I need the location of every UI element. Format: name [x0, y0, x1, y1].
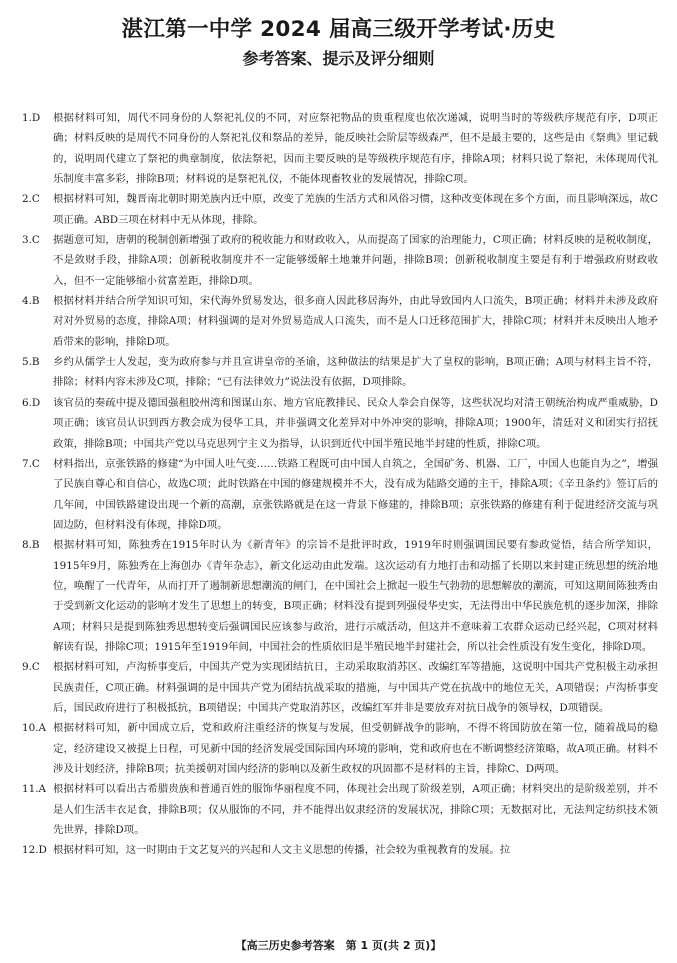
answer-explanation: 根据材料可知，陈独秀在1915年时认为《新青年》的宗旨不是批评时政，1919年时则强调国民要有参政觉悟，结合所学知识，1915年9月，陈独秀在上海创办《青年杂志》，新文化运动由此发端。这次运动有力地打击和动摇了长期以来封建正统思想的统治地位，唤醒了一代青年，从而打开了遏制新思想潮流的闸门，在中国社会上掀起一股生气勃勃的思想解放的潮流，可知这期间陈独秀由于受到新文化运动的影响才发生了思想上的转变，B项正确；材料没有提到列强侵华史实，无法得出中华民族危机的逐步加深，排除A项；材料只是提到陈独秀思想转变后强调国民应该参与政治，进行示威活动，但这并不意味着工农群众运动已经兴起，C项对材料解读有误，排除C项；1915年至1919年间，中国社会的性质依旧是半殖民地半封建社会，所以社会性质没有发生变化，排除D项。	[53, 539, 658, 653]
answer-number: 6.D	[22, 396, 41, 409]
answer-explanation: 根据材料可知，魏晋南北朝时期羌族内迁中原，改变了羌族的生活方式和风俗习惯，这种改变体现在多个方面，而且影响深远，故C项正确。ABD三项在材料中无从体现，排除。	[53, 193, 658, 226]
answer-number: 1.D	[22, 112, 41, 124]
answer-explanation: 根据材料并结合所学知识可知，宋代海外贸易发达，很多商人因此移居海外，由此导致国内人口流失，B项正确；材料并未涉及政府对对外贸易的态度，排除A项；材料强调的是对外贸易造成人口流失，而不是人口迁移范围扩大，排除C项；材料并未反映出人地矛盾带来的影响，排除D项。	[53, 295, 658, 348]
answer-explanation: 材料指出，京张铁路的修建“为中国人吐气变……铁路工程既可由中国人自筑之，全国矿务、机器、工厂，中国人也能自为之”，增强了民族自尊心和自信心，故选C项；此时铁路在中国的修建规模并不大，没有成为陆路交通的主干，排除A项；《辛丑条约》签订后的几年间，中国铁路建设出现一个新的高潮，京张铁路就是在这一背景下修建的，排除B项；京张铁路的修建有利于促进经济交流与巩固边防，但材料没有体现，排除D项。	[53, 457, 658, 531]
answer-item	[22, 454, 658, 535]
answer-explanation: 根据材料可知，新中国成立后，党和政府注重经济的恢复与发展，但受朝鲜战争的影响，不得不将国防放在第一位，随着战局的稳定，经济建设又被提上日程，可见新中国的经济发展受国际国内环境的影响，党和政府也在不断调整经济策略，故A项正确。材料不涉及计划经济，排除B项；抗美援朝对国内经济的影响以及新生政权的巩固都不是材料的主旨，排除C、D两项。	[53, 722, 658, 775]
page-title: 湛江第一中学 2024 届高三级开学考试·历史	[121, 17, 556, 42]
answer-item	[22, 108, 658, 189]
page-footer: 【高三历史参考答案 第 1 页(共 2 页)】	[235, 939, 442, 952]
answer-number: 7.C	[22, 457, 40, 470]
answer-item	[22, 189, 658, 230]
answer-item	[22, 718, 658, 779]
answer-number: 8.B	[22, 539, 40, 552]
answer-item	[22, 352, 658, 393]
answer-number: 11.A	[22, 783, 47, 796]
answer-explanation: 根据材料可以看出古希腊贵族和普通百姓的服饰华丽程度不同，体现社会出现了阶级差别，A项正确；材料突出的是阶级差别，并不是人们生活丰衣足食，排除B项；仅从服饰的不同，并不能得出奴隶经济的发展状况，排除C项；无数据对比，无法判定纺织技术领先世界，排除D项。	[53, 783, 658, 837]
answer-number: 5.B	[22, 356, 40, 369]
answer-item	[22, 393, 658, 454]
answer-item	[22, 779, 658, 840]
answer-number: 9.C	[22, 661, 40, 674]
answer-explanation: 根据材料可知，卢沟桥事变后，中国共产党为实现团结抗日，主动采取取消苏区、改编红军等措施，这说明中国共产党积极主动承担民族责任，C项正确。材料强调的是中国共产党为团结抗战采取的措施，与中国共产党在抗战中的地位无关，A项错误；卢沟桥事变后，国民政府进行了积极抵抗，B项错误；中国共产党取消苏区，改编红军并非是要放弃对抗日战争的领导权，D项错误。	[53, 661, 658, 714]
answer-explanation: 乡约从儒学士人发起，变为政府参与并且宣讲皇帝的圣谕，这种做法的结果是扩大了皇权的影响，B项正确；A项与材料主旨不符，排除；材料内容未涉及C项，排除；“已有法律效力”说法没有依据，D项排除。	[53, 356, 658, 389]
answer-number: 2.C	[22, 193, 40, 206]
answer-number: 4.B	[22, 295, 40, 308]
answer-item	[22, 657, 658, 718]
answer-number: 12.D	[22, 844, 47, 857]
answer-list	[22, 108, 658, 861]
answer-explanation: 根据材料可知，周代不同身份的人祭祀礼仪的不同，对应祭祀物品的贵重程度也依次递减，说明当时的等级秩序规范有序，D项正确；材料反映的是周代不同身份的人祭祀礼仪和祭品的差异，能反映社会阶层等级森严，但不是最主要的，这些是由《祭典》里记载的，说明周代建立了祭祀的典章制度，依法祭祀，因而主要反映的是等级秩序规范有序，排除A项；材料只说了祭祀，未体现周代礼乐制度丰富多彩，排除B项；材料说的是祭祀礼仪，不能体现畜牧业的发展情况，排除C项。	[53, 112, 658, 186]
answer-item	[22, 291, 658, 352]
answer-explanation: 据题意可知，唐朝的税制创新增强了政府的税收能力和财政收入，从而提高了国家的治理能力，C项正确；材料反映的是税收制度，不是敛财手段，排除A项；创新税收制度并不一定能够缓解土地兼并问题，排除B项；创新税收制度主要是有利于增强政府财政收入，但不一定能够缩小贫富差距，排除D项。	[53, 234, 658, 287]
answer-explanation: 该官员的奏疏中提及德国强租胶州湾和图谋山东、地方官庇教排民、民众人拳会自保等，这些状况均对清王朝统治构成严重威胁，D项正确；该官员认识到西方教会成为侵华工具，并非强调文化差异对中外冲突的影响，排除A项；1900年，清廷对义和团实行招抚政策，排除B项；中国共产党以马克思列宁主义为指导，认识到近代中国半殖民地半封建的性质，排除C项。	[53, 396, 658, 450]
answer-explanation: 根据材料可知，这一时期由于文艺复兴的兴起和人文主义思想的传播，社会较为重视教育的发展。拉	[53, 844, 511, 857]
answer-item	[22, 535, 658, 657]
answer-number: 3.C	[22, 234, 40, 247]
answer-item	[22, 230, 658, 291]
answer-number: 10.A	[22, 722, 47, 735]
answer-item	[22, 840, 658, 860]
page-subtitle: 参考答案、提示及评分细则	[242, 49, 435, 68]
